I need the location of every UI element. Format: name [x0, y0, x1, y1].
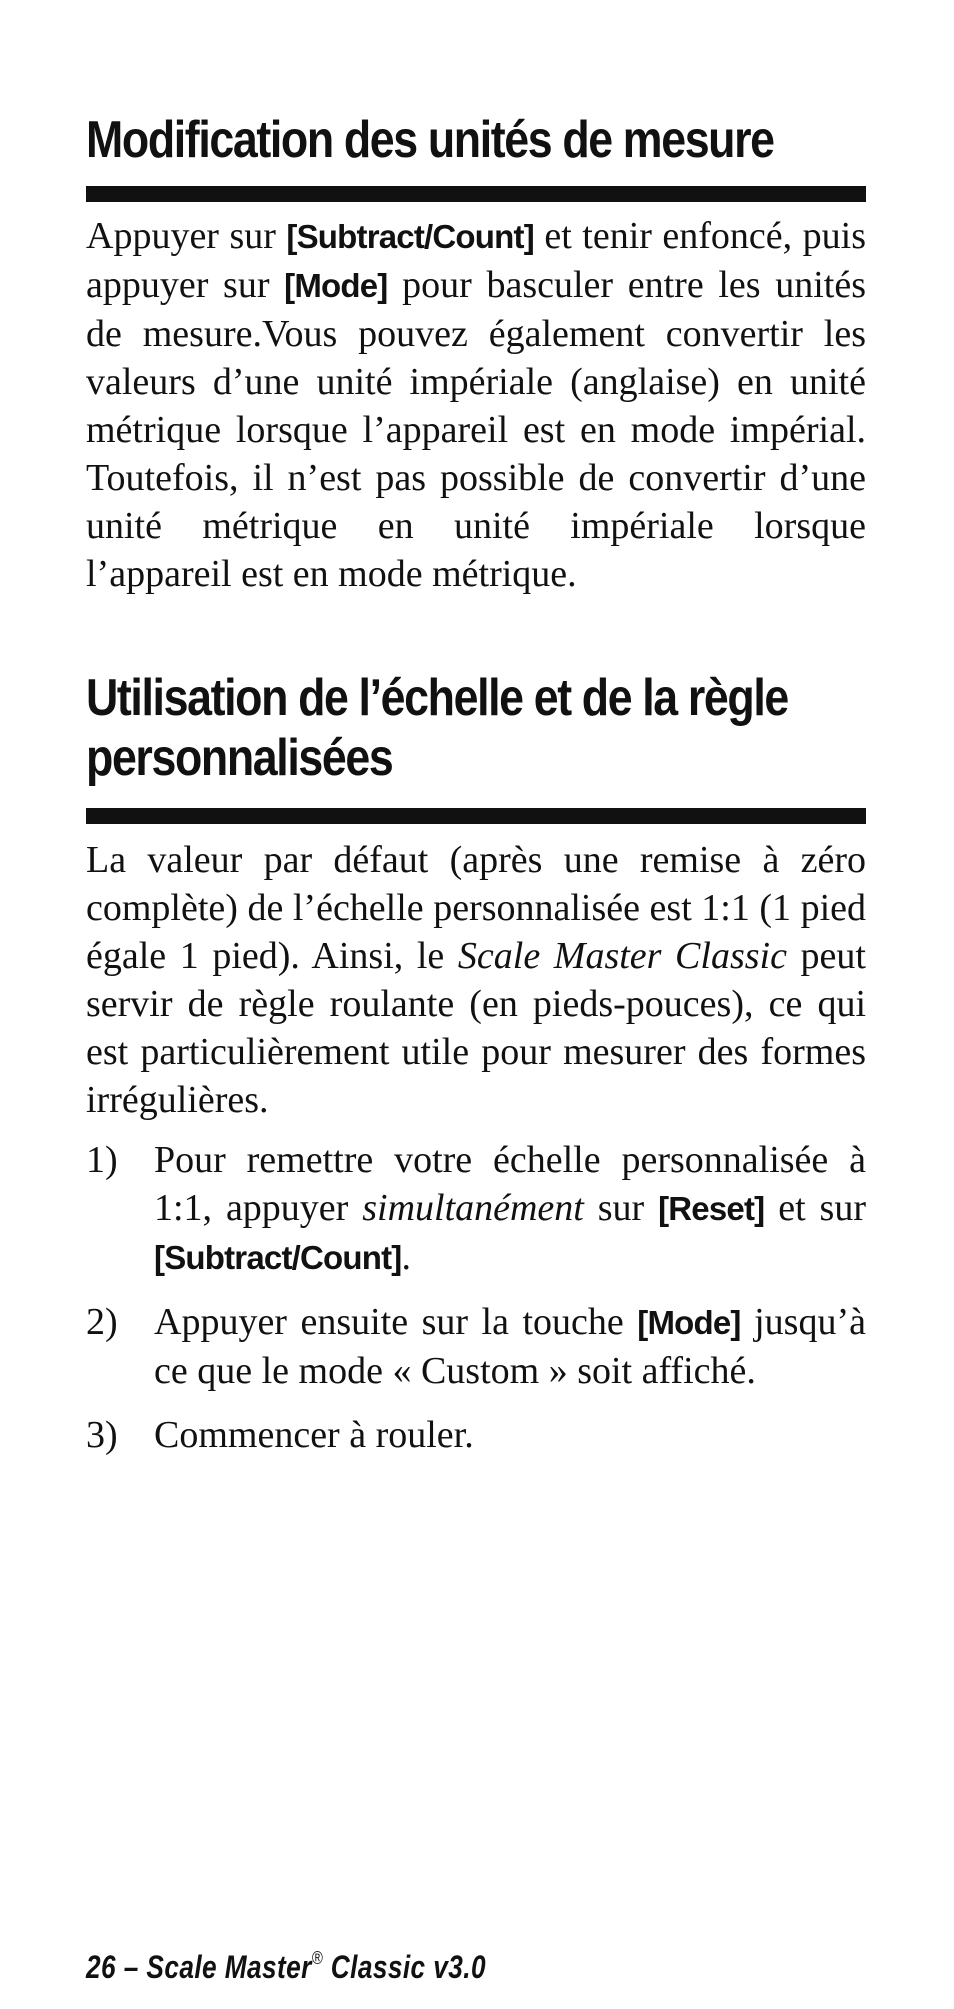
subtract-count-key-label: [Subtract/Count] [286, 218, 534, 255]
footer-product-name: Scale Master [146, 1949, 312, 1985]
text-run: Appuyer sur [86, 215, 287, 257]
step-number: 1) [86, 1139, 118, 1181]
reset-key-label: [Reset] [658, 1190, 765, 1227]
step-number: 2) [86, 1301, 118, 1343]
text-run: et tenir enfoncé, puis appuyer sur [86, 215, 866, 306]
text-run: pour basculer entre les unités de mesure.Vous pouvez également convertir les valeurs d’une unité impériale (anglaise) en unité métrique lorsque l’appareil est en mode impérial. Toutefois, il n’est pas possible de convertir d’une unité métrique en unité impériale lorsque l’appareil est en mode métrique. [86, 264, 866, 595]
units-paragraph [86, 212, 866, 598]
step-text [154, 1136, 866, 1282]
page-footer [86, 1948, 486, 1986]
section-heading-custom-scale: Utilisation de l’échelle et de la règle personnalisées [86, 669, 788, 787]
step-text [154, 1298, 866, 1395]
text-run: jusqu’à ce que le mode « Custom » soit affiché. [154, 1301, 866, 1392]
text-run: . [401, 1236, 411, 1278]
step-text [154, 1411, 866, 1459]
text-run: Commencer à rouler. [154, 1414, 474, 1456]
mode-key-label: [Mode] [637, 1304, 741, 1341]
heading-rule [86, 186, 866, 202]
text-run: et sur [764, 1187, 866, 1229]
text-run: sur [583, 1187, 659, 1229]
footer-dash: – [116, 1949, 147, 1985]
section-heading-units: Modification des unités de mesure [86, 111, 774, 169]
page-number: 26 [86, 1949, 117, 1985]
custom-scale-paragraph [86, 836, 866, 1124]
text-run: La valeur par défaut (après une remise à zéro complète) de l’échelle personnalisée est 1:1 (1 pied égale 1 pied). Ainsi, le [86, 839, 866, 977]
emphasis-text: simultanément [362, 1187, 584, 1229]
text-run: peut servir de règle roulante (en pieds-pouces), ce qui est particulièrement utile pour mesurer des formes irrégulières. [86, 935, 866, 1121]
text-run: Pour remettre votre échelle personnalisée à 1:1, appuyer [154, 1139, 866, 1229]
registered-mark: ® [311, 1948, 324, 1968]
product-name-italic: Scale Master Classic [457, 935, 787, 977]
step-number: 3) [86, 1414, 118, 1456]
subtract-count-key-label: [Subtract/Count] [154, 1239, 402, 1276]
list-item [86, 1411, 866, 1459]
mode-key-label: [Mode] [284, 267, 388, 304]
list-item [86, 1298, 866, 1395]
steps-list [86, 1136, 866, 1459]
footer-version: Classic v3.0 [323, 1949, 486, 1985]
list-item [86, 1136, 866, 1282]
heading-rule [86, 808, 866, 824]
text-run: Appuyer ensuite sur la touche [154, 1301, 638, 1343]
